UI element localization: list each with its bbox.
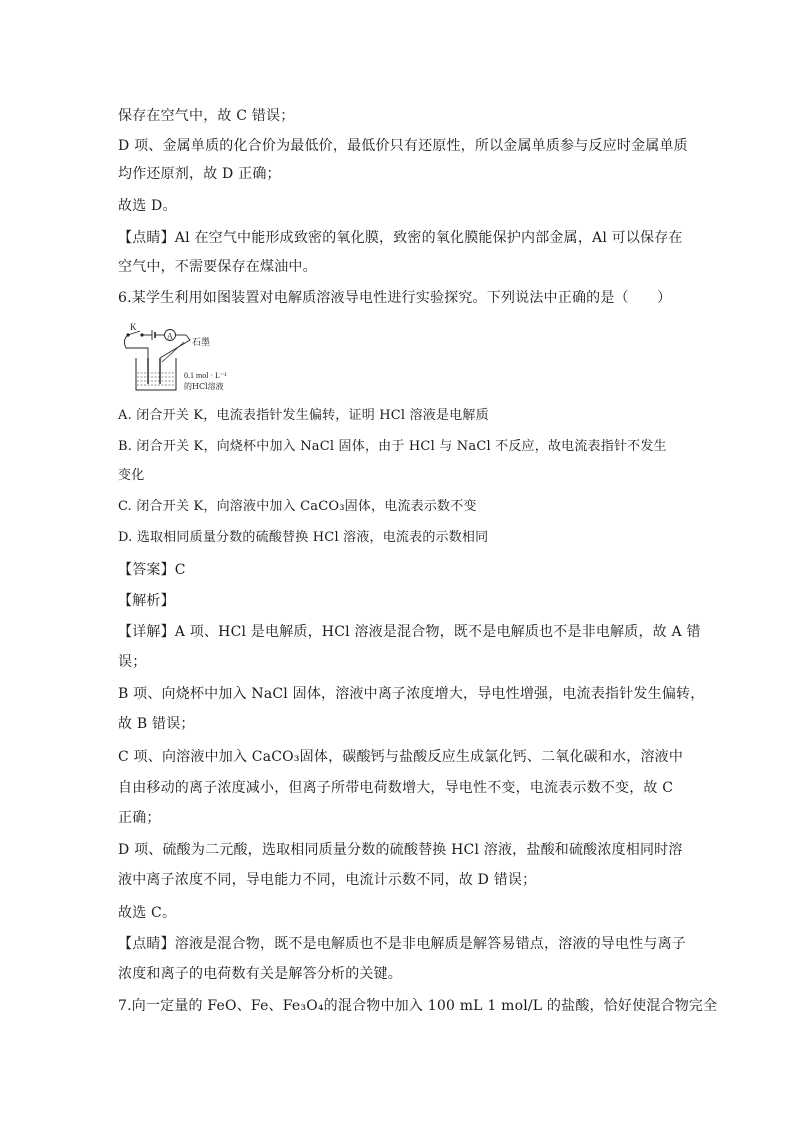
ammeter-label: A bbox=[167, 331, 173, 341]
text-line: 自由移动的离子浓度减小，但离子所带电荷数增大，导电性不变，电流表示数不变，故 C bbox=[118, 780, 674, 796]
text-line: 故选 C。 bbox=[118, 905, 177, 921]
option-b: B. 闭合开关 K，向烧杯中加入 NaCl 固体，由于 HCl 与 NaCl 不反应，故电流表指针不发生 bbox=[118, 439, 667, 454]
text-line: 正确； bbox=[118, 810, 161, 826]
text-line: 液中离子浓度不同，导电能力不同，电流计示数不同，故 D 错误； bbox=[118, 872, 537, 888]
circuit-diagram bbox=[118, 318, 258, 394]
text-line: 【详解】A 项、HCl 是电解质，HCl 溶液是混合物，既不是电解质也不是非电解质，故 A 错 bbox=[118, 624, 701, 640]
text-line: 保存在空气中，故 C 错误； bbox=[118, 108, 295, 124]
switch-label: K bbox=[130, 322, 137, 332]
option-a: A. 闭合开关 K，电流表指针发生偏转，证明 HCl 溶液是电解质 bbox=[118, 408, 489, 423]
note-line: 【点睛】Al 在空气中能形成致密的氧化膜，致密的氧化膜能保护内部金属，Al 可以保存在 bbox=[118, 230, 683, 246]
text-line: D 项、金属单质的化合价为最低价，最低价只有还原性，所以金属单质参与反应时金属单质 bbox=[118, 138, 688, 154]
electrode-label: 石墨 bbox=[192, 338, 211, 348]
text-line: D 项、硫酸为二元酸，选取相同质量分数的硫酸替换 HCl 溶液，盐酸和硫酸浓度相同时溶 bbox=[118, 842, 683, 858]
option-d: D. 选取相同质量分数的硫酸替换 HCl 溶液，电流表的示数相同 bbox=[118, 530, 489, 545]
option-c: C. 闭合开关 K，向溶液中加入 CaCO₃固体，电流表示数不变 bbox=[118, 499, 477, 514]
question-stem: 7.向一定量的 FeO、Fe、Fe₃O₄的混合物中加入 100 mL 1 mol/L 的盐酸，恰好使混合物完全 bbox=[118, 998, 718, 1014]
solution-name-label: 的HCl溶液 bbox=[184, 382, 224, 391]
solution-conc-label: 0.1 mol · L⁻¹ bbox=[184, 371, 227, 380]
text-line: 故 B 错误； bbox=[118, 716, 195, 732]
text-line: 空气中，不需要保存在煤油中。 bbox=[118, 259, 317, 275]
text-line: C 项、向溶液中加入 CaCO₃固体，碳酸钙与盐酸反应生成氯化钙、二氧化碳和水，溶液中 bbox=[118, 749, 684, 765]
analysis-heading: 【解析】 bbox=[118, 593, 175, 609]
option-b-cont: 变化 bbox=[118, 468, 145, 483]
text-line: 均作还原剂，故 D 正确； bbox=[118, 166, 281, 182]
text-line: B 项、向烧杯中加入 NaCl 固体，溶液中离子浓度增大，导电性增强，电流表指针发生偏转， bbox=[118, 686, 705, 702]
answer-line: 【答案】C bbox=[118, 562, 186, 578]
text-line: 浓度和离子的电荷数有关是解答分析的关键。 bbox=[118, 966, 402, 982]
text-line: 误； bbox=[118, 654, 147, 670]
note-line: 【点睛】溶液是混合物，既不是电解质也不是非电解质是解答易错点，溶液的导电性与离子 bbox=[118, 936, 686, 952]
question-stem: 6.某学生利用如图装置对电解质溶液导电性进行实验探究。下列说法中正确的是（ ） bbox=[118, 290, 672, 306]
text-line: 故选 D。 bbox=[118, 198, 177, 214]
